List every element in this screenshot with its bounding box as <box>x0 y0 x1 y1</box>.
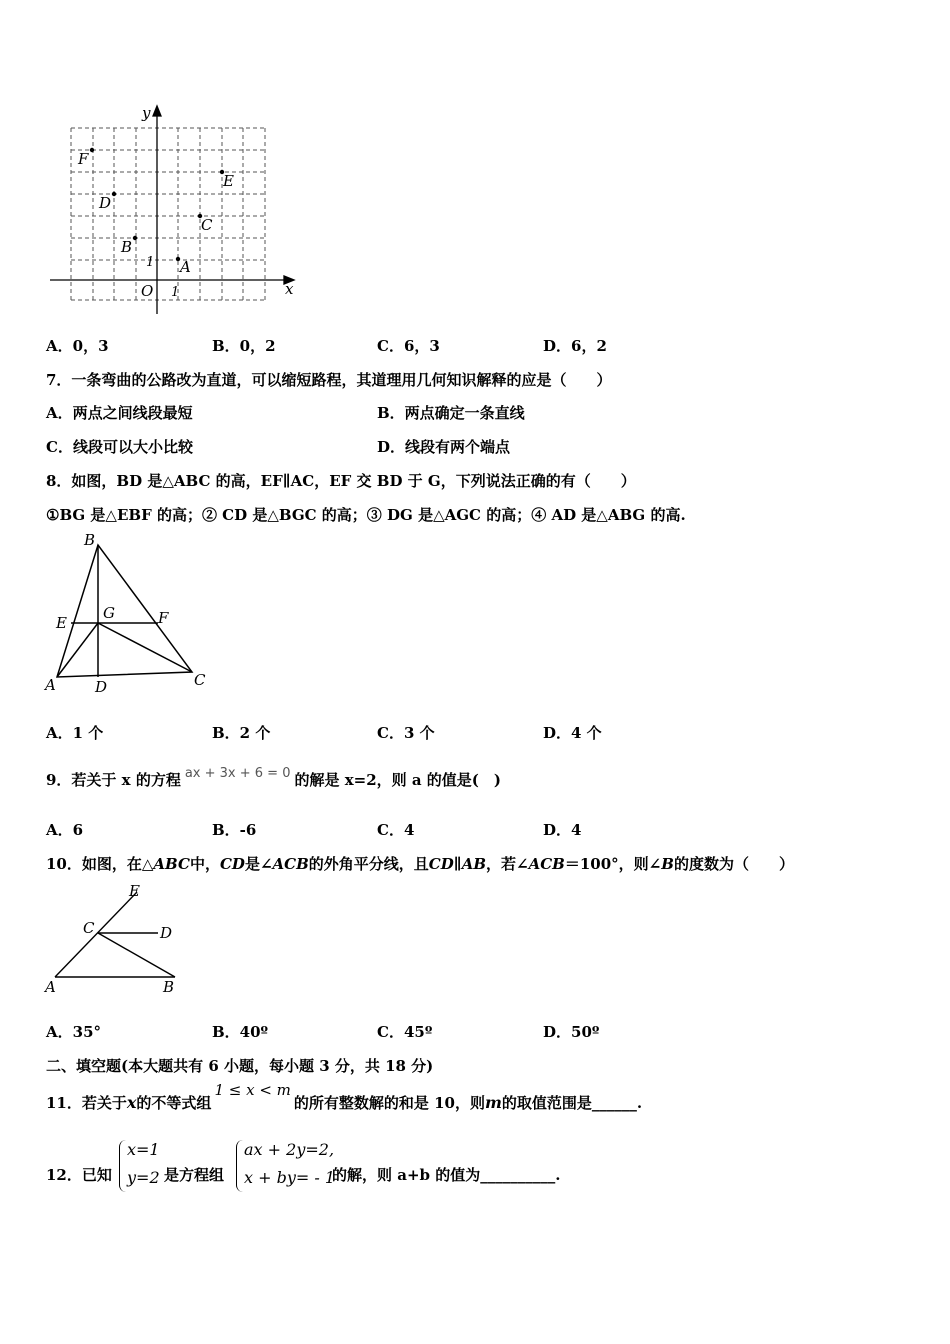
q9-option-a: A．6 <box>46 821 84 839</box>
point-e-label: E <box>129 882 140 900</box>
q6-option-b: B．0，2 <box>212 337 276 355</box>
q7-option-d: D．线段有两个端点 <box>377 438 511 456</box>
point-c-label: C <box>83 919 95 937</box>
q10-segment-ab: AB <box>461 855 487 873</box>
q10-segment-cd: CD <box>219 855 245 873</box>
q10-option-b: B．40º <box>212 1023 269 1041</box>
q9-option-c: C．4 <box>377 821 415 839</box>
q10-text-3: 是∠ <box>244 855 273 873</box>
q8-option-d: D．4 个 <box>543 724 602 742</box>
q12-equation-2: x + by= - 1 <box>244 1168 336 1187</box>
q7-option-a: A．两点之间线段最短 <box>46 404 193 422</box>
q12-solution-x: x=1 <box>127 1140 160 1159</box>
y-unit-label: 1 <box>146 255 155 270</box>
q9-stem-before: 9．若关于 x 的方程 <box>46 771 181 789</box>
q11-text-4: 的取值范围是______. <box>501 1094 643 1112</box>
point-c-label: C <box>201 216 213 234</box>
q10-angle-b: B <box>661 855 674 873</box>
point-a-label: A <box>180 258 191 276</box>
q9-option-d: D．4 <box>543 821 582 839</box>
q12-solution-y: y=2 <box>127 1168 160 1187</box>
q10-stem <box>46 854 794 874</box>
x-axis-label: x <box>285 280 294 298</box>
point-d-label: D <box>160 924 173 942</box>
q10-angle-acb: ACB <box>272 855 309 873</box>
q9-option-b: B．-6 <box>212 821 257 839</box>
q11-text-3: 的所有整数解的和是 10，则 <box>293 1094 485 1112</box>
vertex-g-label: G <box>103 604 115 622</box>
vertex-c-label: C <box>194 671 206 689</box>
vertex-a-label: A <box>45 676 56 694</box>
q10-text-5: ，若∠ <box>486 855 529 873</box>
q11-text-1: 11．若关于 <box>46 1094 127 1112</box>
point-d-label: D <box>99 194 112 212</box>
q10-text-1: 10．如图，在△ <box>46 855 154 873</box>
vertex-b-label: B <box>84 532 96 549</box>
q7-option-c: C．线段可以大小比较 <box>46 438 193 456</box>
q10-option-d: D．50º <box>543 1023 600 1041</box>
q9-stem <box>46 766 501 792</box>
q12-text-3: 的解，则 a+b 的值为__________. <box>332 1166 561 1184</box>
q10-segment-cd-2: CD <box>428 855 454 873</box>
q12-text-1: 12．已知 <box>46 1166 112 1184</box>
section-title: 二、填空题(本大题共有 6 小题，每小题 3 分，共 18 分) <box>46 1057 434 1075</box>
q6-option-c: C．6，3 <box>377 337 440 355</box>
q8-option-c: C．3 个 <box>377 724 435 742</box>
point-b-label: B <box>121 238 133 256</box>
q12-system-brace <box>236 1140 243 1192</box>
q6-option-d: D．6，2 <box>543 337 607 355</box>
point-a-label: A <box>45 978 56 996</box>
q10-text-7: 的度数为（ ） <box>673 855 794 873</box>
q12-solution-brace <box>119 1140 126 1192</box>
q11-text-2: 的不等式组 <box>136 1094 212 1112</box>
q11-inequality: 1 ≤ x < m <box>214 1081 291 1099</box>
exterior-bisector-figure <box>40 880 190 1000</box>
q11-var-m: m <box>484 1093 502 1112</box>
point-f-label: F <box>78 150 89 168</box>
q10-option-c: C．45º <box>377 1023 433 1041</box>
q7-stem: 7．一条弯曲的公路改为直道，可以缩短路程，其道理用几何知识解释的应是（ ） <box>46 371 612 389</box>
vertex-e-label: E <box>56 614 67 632</box>
q8-stem: 8．如图，BD 是△ABC 的高，EF∥AC，EF 交 BD 于 G，下列说法正确的有（ ） <box>46 472 636 490</box>
q10-text-4: 的外角平分线，且 <box>308 855 429 873</box>
q9-stem-after: 的解是 x=2，则 a 的值是( ) <box>294 771 501 789</box>
q12-equation-1: ax + 2y=2, <box>244 1140 335 1159</box>
q8-option-a: A．1 个 <box>46 724 104 742</box>
vertex-f-label: F <box>158 609 169 627</box>
q12-text-2: 是方程组 <box>164 1166 225 1184</box>
origin-label: O <box>141 282 154 300</box>
q10-option-a: A．35° <box>46 1023 102 1041</box>
y-axis-label: y <box>142 104 151 122</box>
coordinate-grid-figure <box>40 100 310 320</box>
q6-option-a: A．0，3 <box>46 337 109 355</box>
point-b-label: B <box>163 978 175 996</box>
q10-parallel-symbol: ∥ <box>453 855 462 873</box>
x-unit-label: 1 <box>171 285 180 300</box>
q10-text-2: 中， <box>189 855 220 873</box>
q11-var-x: x <box>126 1093 137 1112</box>
triangle-abc-figure <box>40 532 220 697</box>
q9-equation: ax + 3x + 6 = 0 <box>184 766 291 781</box>
vertex-d-label: D <box>95 678 108 696</box>
q7-option-b: B．两点确定一条直线 <box>377 404 525 422</box>
q10-text-6: ＝100°，则∠ <box>564 855 662 873</box>
q8-statements: ①BG 是△EBF 的高；② CD 是△BGC 的高；③ DG 是△AGC 的高；④ AD 是△ABG 的高. <box>46 506 686 524</box>
q10-angle-acb-2: ACB <box>528 855 565 873</box>
q8-option-b: B．2 个 <box>212 724 271 742</box>
q11-stem <box>46 1081 643 1113</box>
q10-triangle-abc: ABC <box>153 855 190 873</box>
point-e-label: E <box>223 172 234 190</box>
